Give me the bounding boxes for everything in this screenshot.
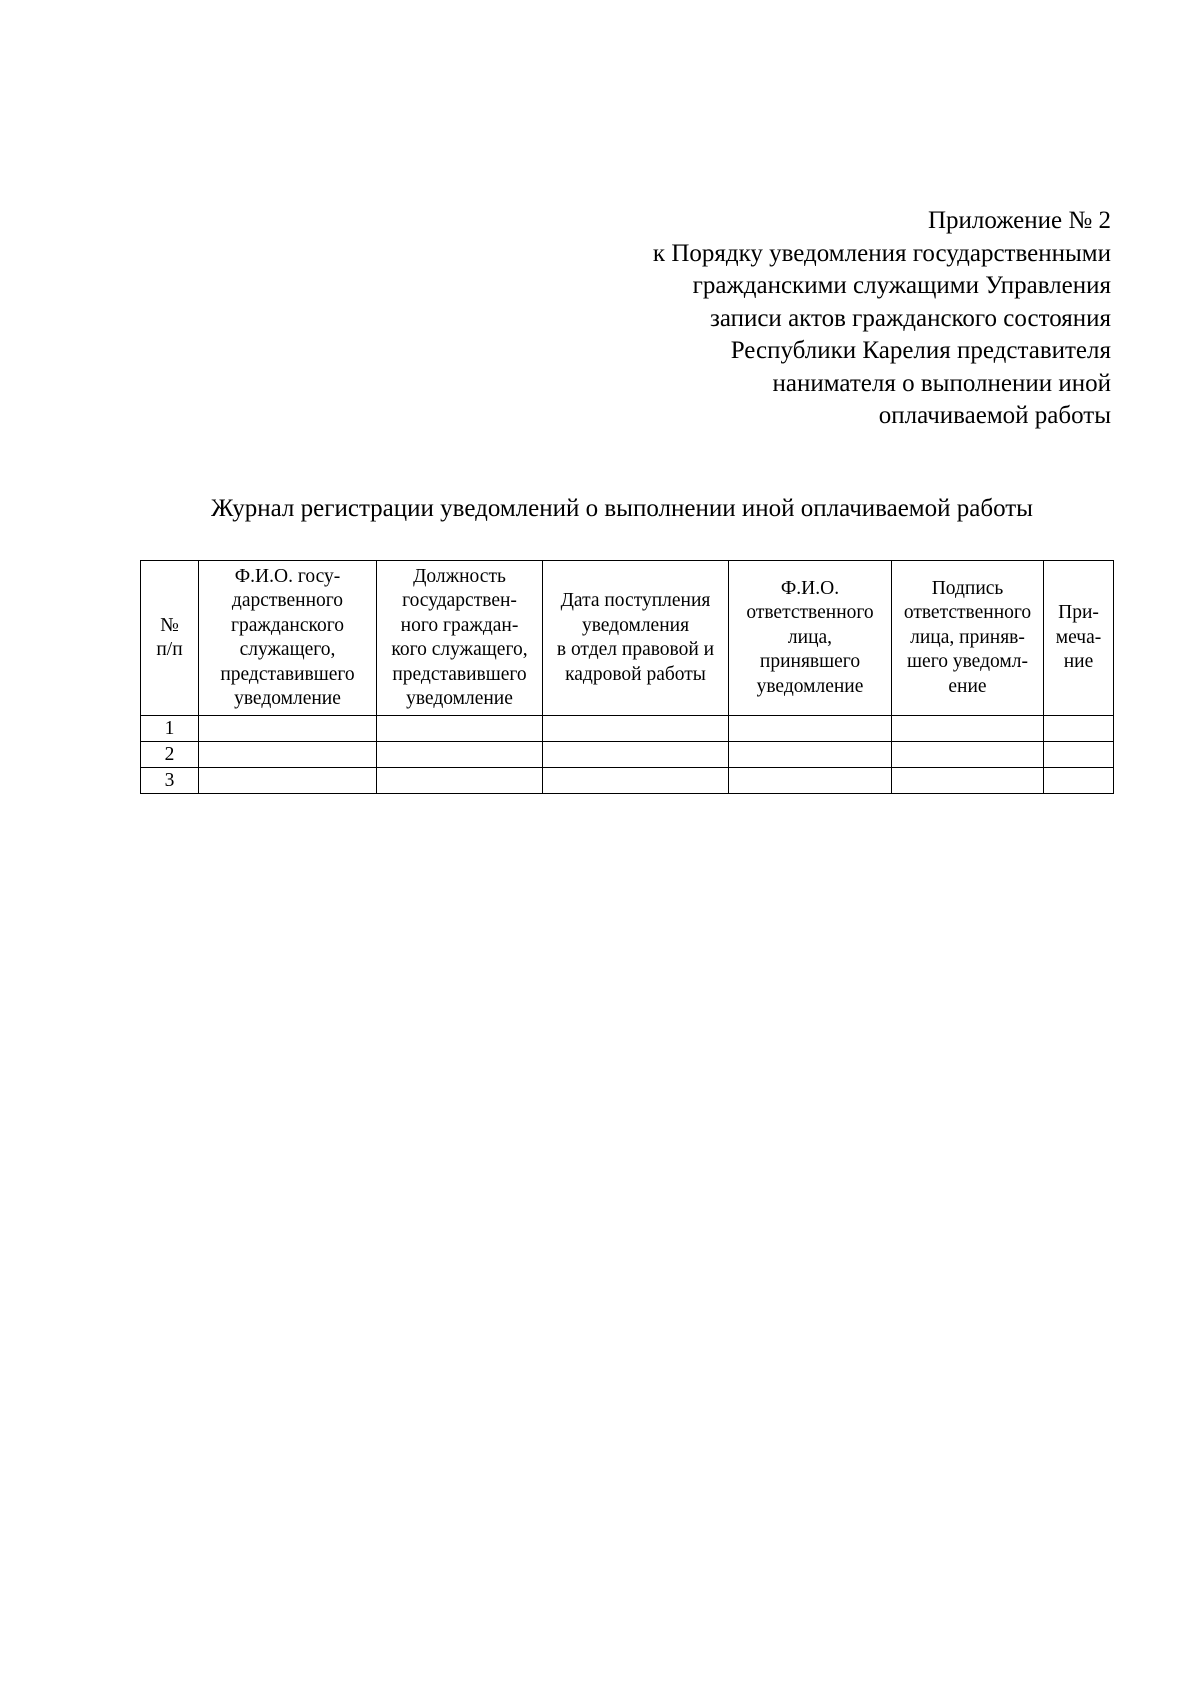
- table-cell: [199, 768, 377, 794]
- column-header-line: ение: [948, 675, 987, 697]
- table-cell: 3: [141, 768, 199, 794]
- column-header-position: [377, 561, 543, 716]
- appendix-line: записи актов гражданского состояния: [709, 304, 1111, 332]
- table-cell: [543, 716, 729, 742]
- column-header-line: ответственного: [746, 602, 874, 624]
- table-cell: [892, 768, 1044, 794]
- table-cell: [377, 716, 543, 742]
- column-header-line: Ф.И.О.: [780, 577, 840, 599]
- column-header-line: Подпись: [931, 577, 1004, 599]
- table-cell: 2: [141, 742, 199, 768]
- column-header-line: кадровой работы: [565, 663, 706, 685]
- column-header-line: Должность: [413, 565, 506, 587]
- table-cell: [892, 716, 1044, 742]
- column-header-responsible-signature: [892, 561, 1044, 716]
- column-header-employee-name: [199, 561, 377, 716]
- table-cell: [729, 716, 892, 742]
- table-cell: [1044, 716, 1114, 742]
- appendix-header: [491, 205, 1111, 433]
- column-header-line: уведомления: [581, 614, 690, 636]
- table-row: [141, 768, 1114, 794]
- appendix-line: нанимателя о выполнении иной: [772, 369, 1111, 397]
- journal-table: [140, 560, 1114, 794]
- column-header-line: №: [160, 614, 179, 636]
- column-header-number: [141, 561, 199, 716]
- column-header-line: Ф.И.О. госу-: [234, 565, 341, 587]
- column-header-line: шего уведомл-: [907, 651, 1028, 673]
- appendix-line: Приложение № 2: [927, 207, 1111, 234]
- table-cell: [1044, 768, 1114, 794]
- table-header-row: [141, 561, 1114, 716]
- column-header-line: Дата поступления: [560, 590, 711, 611]
- table-cell: [199, 716, 377, 742]
- table-cell: [377, 768, 543, 794]
- column-header-notes: [1044, 561, 1114, 716]
- journal-title: Журнал регистрации уведомлений о выполнении иной оплачиваемой работы: [211, 495, 1033, 522]
- table-cell: [1044, 742, 1114, 768]
- column-header-line: служащего,: [239, 639, 336, 660]
- column-header-line: гражданского: [230, 614, 345, 636]
- appendix-line: гражданскими служащими Управления: [692, 272, 1111, 299]
- column-header-line: лица,: [787, 626, 833, 648]
- column-header-line: ответственного: [903, 602, 1032, 624]
- table-cell: [543, 768, 729, 794]
- appendix-line: к Порядку уведомления государственными: [652, 239, 1111, 267]
- table-cell: 1: [141, 716, 199, 742]
- column-header-responsible-name: [729, 561, 892, 716]
- column-header-received-date: [543, 561, 729, 716]
- table-row: [141, 742, 1114, 768]
- table-row: [141, 716, 1114, 742]
- column-header-line: уведомление: [234, 688, 341, 709]
- column-header-line: уведомление: [406, 688, 513, 709]
- table-cell: [729, 742, 892, 768]
- appendix-line: Республики Карелия представителя: [730, 337, 1111, 364]
- column-header-line: государствен-: [402, 590, 517, 611]
- column-header-line: кого служащего,: [391, 639, 528, 660]
- column-header-line: представившего: [392, 663, 527, 685]
- column-header-line: меча-: [1055, 626, 1102, 648]
- table-cell: [543, 742, 729, 768]
- table-cell: [377, 742, 543, 768]
- column-header-line: уведомление: [756, 675, 864, 697]
- column-header-line: в отдел правовой и: [556, 639, 715, 660]
- column-header-line: лица, приняв-: [910, 626, 1025, 648]
- table-cell: [892, 742, 1044, 768]
- column-header-line: дарственного: [231, 590, 344, 611]
- column-header-line: п/п: [156, 639, 183, 660]
- column-header-line: представившего: [220, 663, 355, 685]
- column-header-line: ного граждан-: [400, 614, 519, 636]
- table-cell: [199, 742, 377, 768]
- column-header-line: принявшего: [759, 651, 861, 673]
- column-header-line: ние: [1063, 651, 1094, 673]
- table-cell: [729, 768, 892, 794]
- appendix-line: оплачиваемой работы: [878, 402, 1111, 429]
- column-header-line: При-: [1058, 602, 1099, 624]
